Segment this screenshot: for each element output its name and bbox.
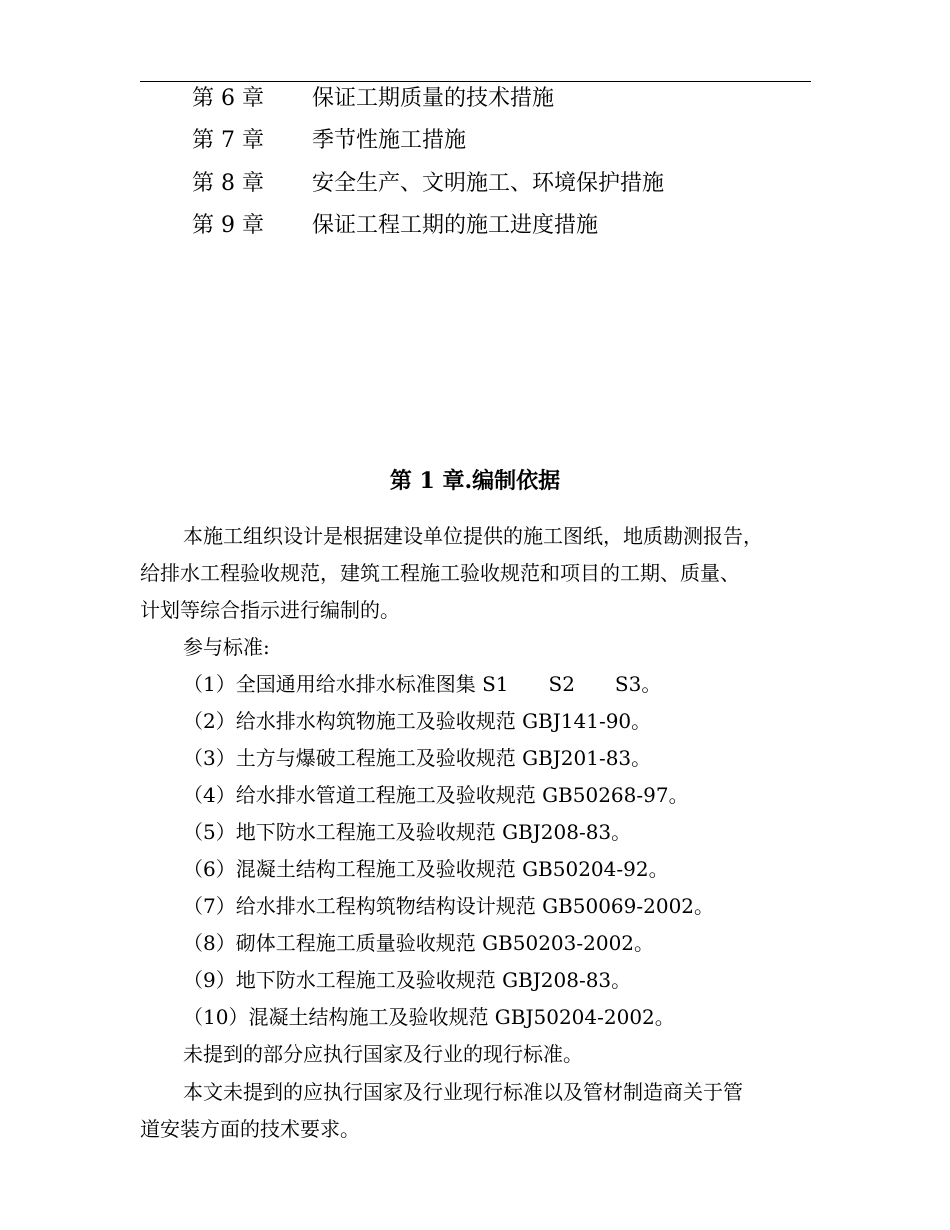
intro-line: 计划等综合指示进行编制的。 [140,598,400,622]
intro-line: 本施工组织设计是根据建设单位提供的施工图纸，地质勘测报告， [183,524,763,548]
toc-chapter-number: 第 7 章 [192,128,264,153]
standard-item: （7）给水排水工程构筑物结构设计规范 GB50069-2002。 [183,894,715,918]
standard-item: （9）地下防水工程施工及验收规范 GBJ208-83。 [183,968,632,992]
toc-entry-6 [192,84,554,114]
toc-chapter-title: 保证工程工期的施工进度措施 [312,213,599,238]
toc-chapter-title: 保证工期质量的技术措施 [312,86,555,111]
toc-chapter-title: 安全生产、文明施工、环境保护措施 [312,171,665,196]
intro-line: 给排水工程验收规范，建筑工程施工验收规范和项目的工期、质量、 [140,561,740,585]
toc-chapter-number: 第 6 章 [192,86,264,111]
toc-entry-9 [192,211,598,241]
standard-item: （8）砌体工程施工质量验收规范 GB50203-2002。 [183,931,655,955]
standard-item: （1）全国通用给水排水标准图集 S1 S2 S3。 [183,672,662,696]
standard-item: （4）给水排水管道工程施工及验收规范 GB50268-97。 [183,783,689,807]
standard-item: （3）土方与爆破工程施工及验收规范 GBJ201-83。 [183,746,652,770]
standard-item: （2）给水排水构筑物施工及验收规范 GBJ141-90。 [183,709,652,733]
header-rule [140,81,811,82]
closing-line: 本文未提到的应执行国家及行业现行标准以及管材制造商关于管 [183,1080,743,1104]
toc-chapter-title: 季节性施工措施 [312,128,467,153]
standard-item: （5）地下防水工程施工及验收规范 GBJ208-83。 [183,820,632,844]
standards-label: 参与标准: [183,635,270,659]
standard-item: （10）混凝土结构施工及验收规范 GBJ50204-2002。 [183,1005,675,1029]
chapter-heading: 第 1 章.编制依据 [389,468,561,494]
standard-item: （6）混凝土结构工程施工及验收规范 GB50204-92。 [183,857,669,881]
toc-entry-8 [192,169,664,199]
note-text: 未提到的部分应执行国家及行业的现行标准。 [183,1042,583,1066]
closing-line: 道安装方面的技术要求。 [140,1117,360,1141]
toc-chapter-number: 第 9 章 [192,213,264,238]
toc-chapter-number: 第 8 章 [192,171,264,196]
toc-entry-7 [192,126,466,156]
